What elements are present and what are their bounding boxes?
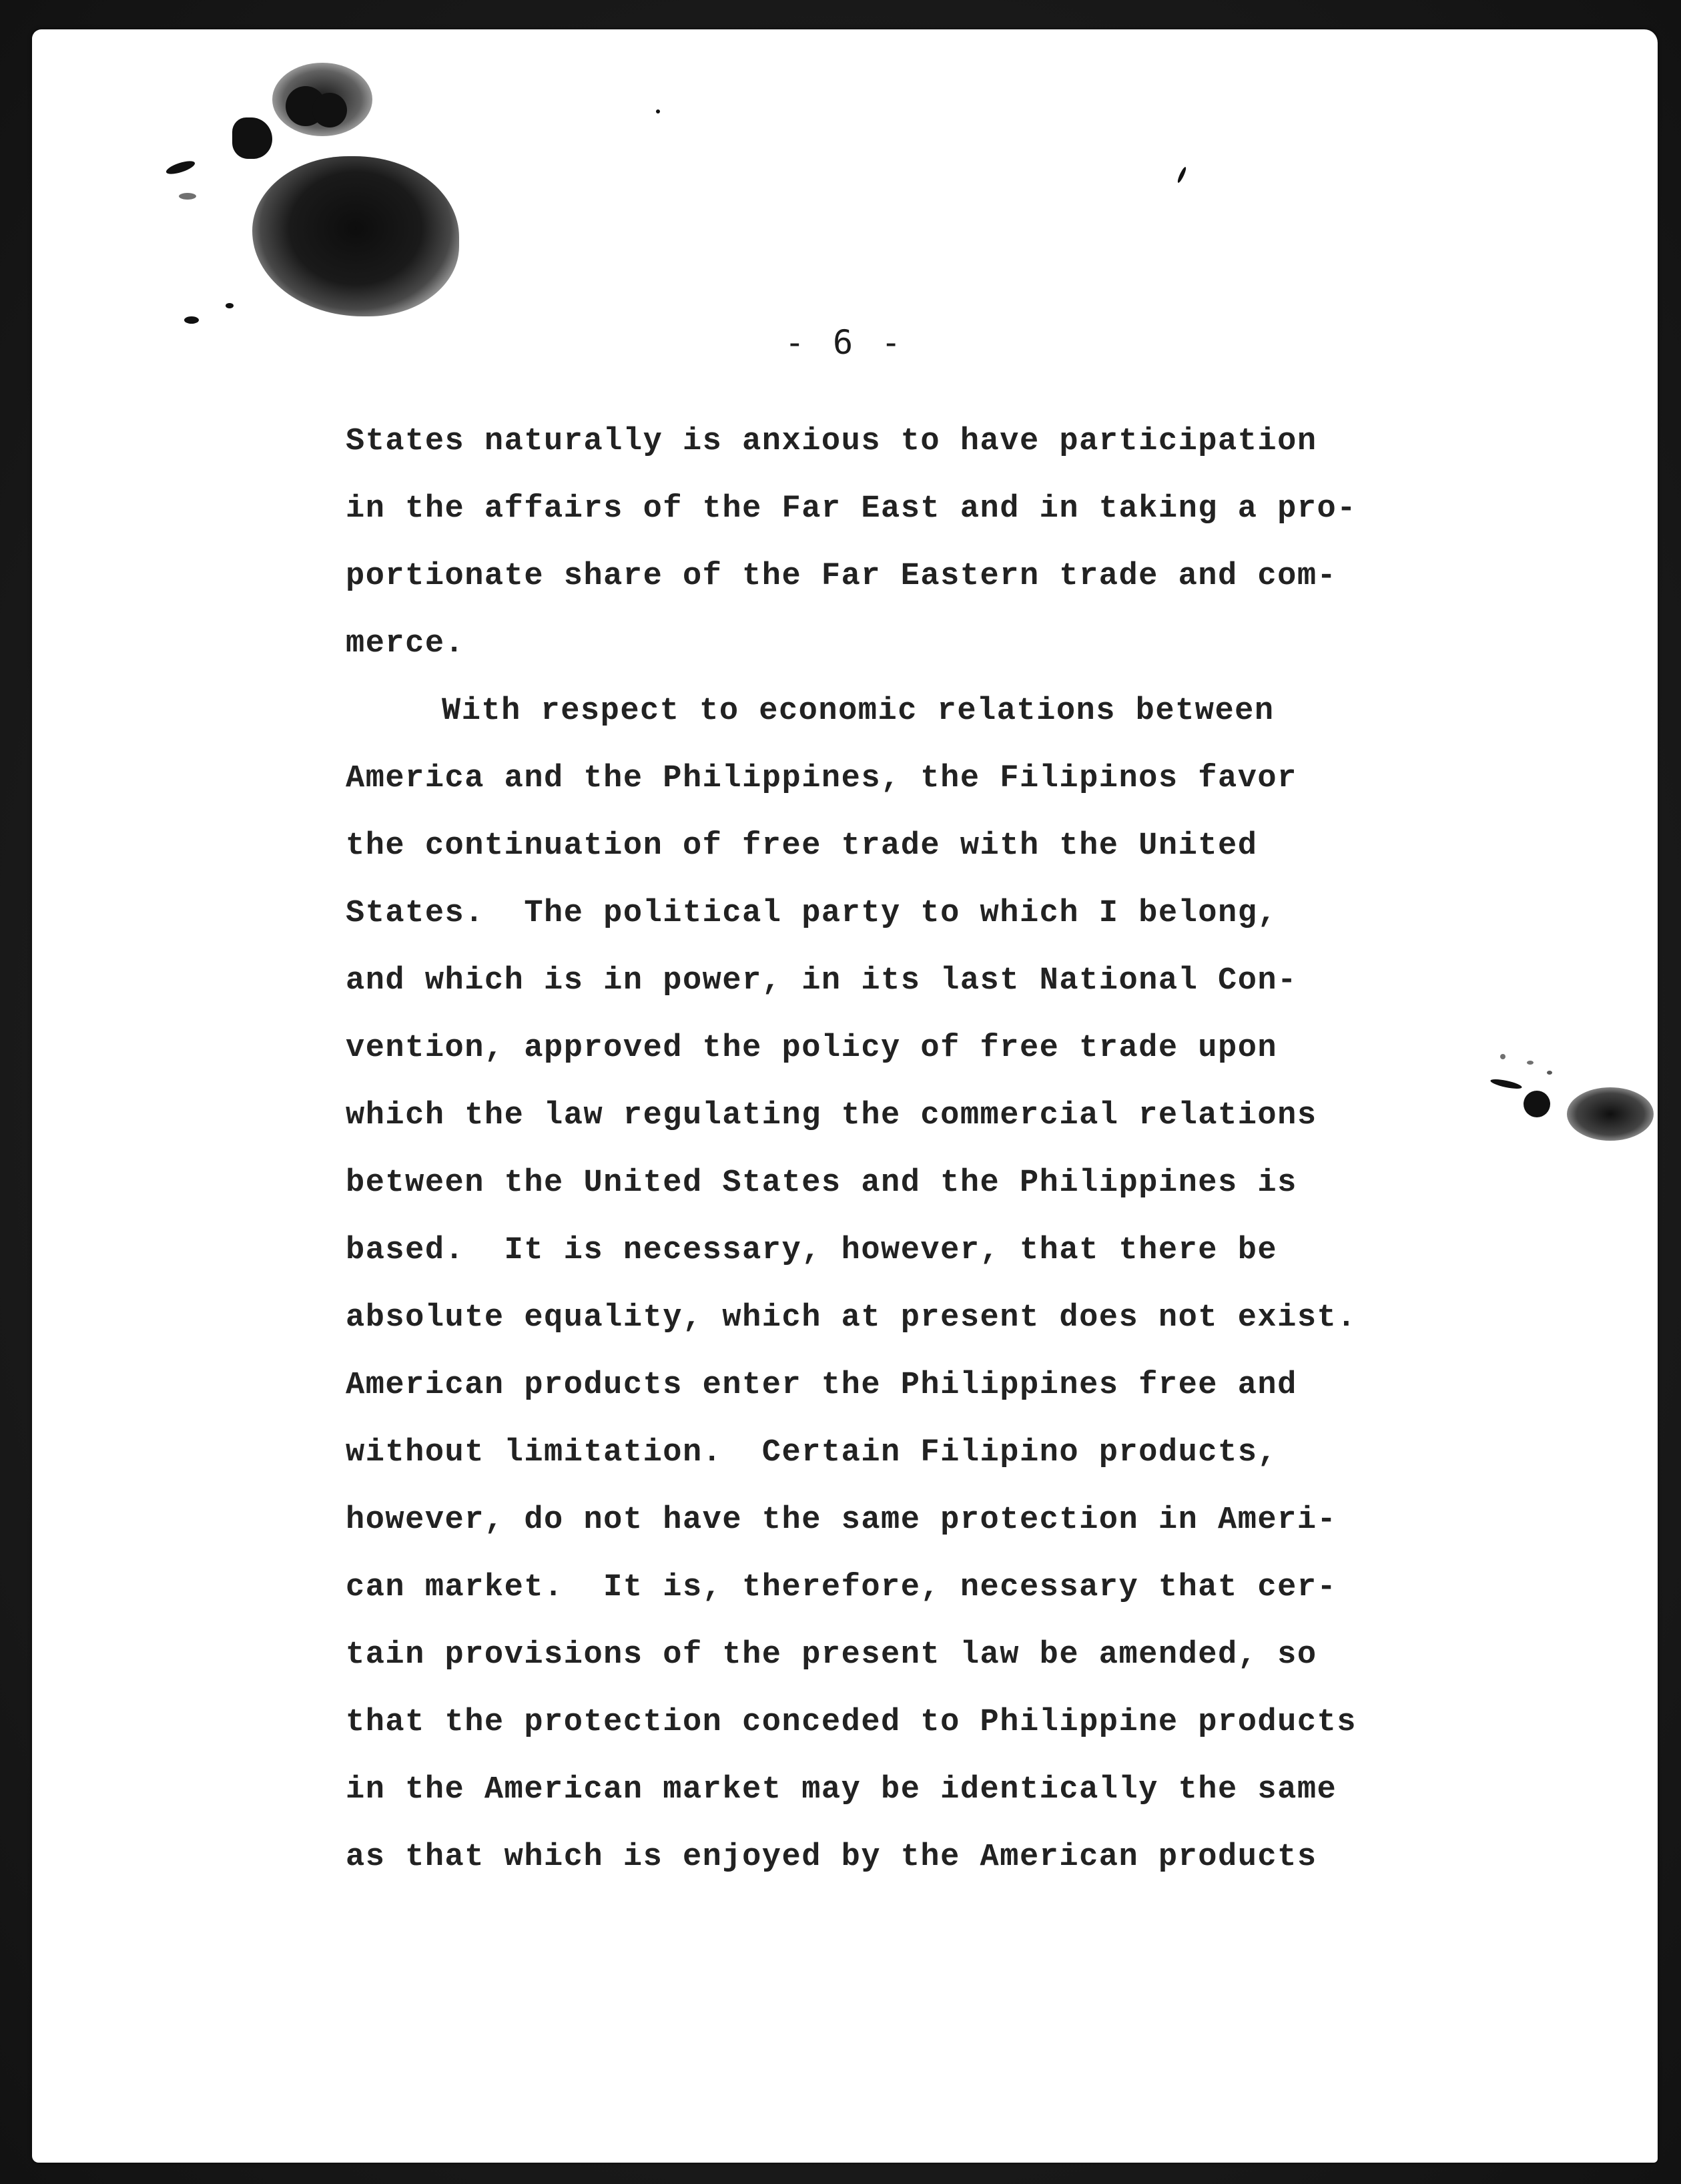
ink-spot [656,109,660,113]
ink-stain [1567,1087,1654,1141]
text-line: however, do not have the same protection in Ameri- [346,1503,1337,1538]
text-line: merce. [346,626,465,661]
ink-spot [179,193,196,200]
ink-spot [312,93,347,127]
text-line: and which is in power, in its last National Con- [346,963,1297,999]
text-line: vention, approved the policy of free trade upon [346,1031,1278,1066]
text-line: between the United States and the Philippines is [346,1165,1297,1201]
text-line: tain provisions of the present law be amended, so [346,1637,1317,1673]
text-line: America and the Philippines, the Filipinos favor [346,761,1297,796]
paper-sheet [32,29,1658,2163]
text-line: American products enter the Philippines free and [346,1368,1297,1403]
text-line: based. It is necessary, however, that there be [346,1233,1278,1268]
ink-spot [165,158,196,176]
ink-spot [1547,1071,1552,1075]
text-line: in the affairs of the Far East and in taking a pro- [346,491,1357,527]
ink-spot [1500,1054,1505,1059]
ink-spot [1524,1091,1550,1117]
text-line: absolute equality, which at present does not exist. [346,1300,1357,1336]
text-line: as that which is enjoyed by the American products [346,1840,1317,1875]
text-line: in the American market may be identically the same [346,1772,1337,1808]
ink-spot [1489,1077,1522,1091]
body-text [346,422,1453,1905]
ink-spot [226,303,234,308]
paragraph-start-line: With respect to economic relations between [442,694,1275,729]
text-line: the continuation of free trade with the United [346,828,1258,864]
text-line: that the protection conceded to Philippine products [346,1705,1357,1740]
ink-spot [1176,166,1187,184]
page-number: - 6 - [784,323,906,362]
text-line: States. The political party to which I belong, [346,896,1278,931]
text-line: which the law regulating the commercial relations [346,1098,1317,1133]
text-line: without limitation. Certain Filipino products, [346,1435,1278,1470]
text-line: portionate share of the Far Eastern trade and com- [346,559,1337,594]
ink-spot [1527,1061,1534,1065]
text-line: can market. It is, therefore, necessary that cer- [346,1570,1337,1605]
text-line: States naturally is anxious to have participation [346,424,1317,459]
ink-stain [252,156,459,316]
ink-spot [232,117,272,159]
